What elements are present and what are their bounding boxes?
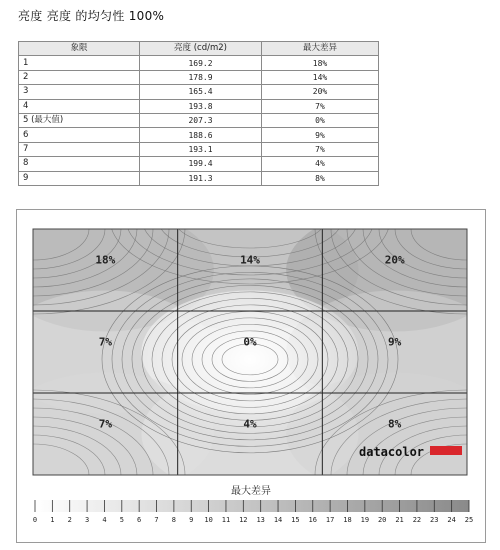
table-row xyxy=(19,56,379,70)
table-row xyxy=(19,85,379,99)
scale-tick-label: 11 xyxy=(221,516,231,524)
scale-tick-label: 3 xyxy=(84,516,90,524)
column-header: 亮度 (cd/m2) xyxy=(140,42,262,56)
scale-tick-label: 18 xyxy=(343,516,352,524)
luminance-cell: 188.6 xyxy=(140,128,262,142)
scale-tick-label: 17 xyxy=(325,516,335,524)
quadrant-cell: 7 xyxy=(19,142,140,156)
difference-cell: 8% xyxy=(262,171,379,185)
scale-bar xyxy=(35,500,469,512)
quadrant-value-label: 18% xyxy=(95,253,116,267)
difference-cell: 14% xyxy=(262,70,379,84)
scale-tick-label: 16 xyxy=(308,516,317,524)
difference-cell: 9% xyxy=(262,128,379,142)
quadrant-cell: 3 xyxy=(19,85,140,99)
scale-tick-label: 5 xyxy=(119,516,124,524)
difference-cell: 18% xyxy=(262,56,379,70)
scale-tick-label: 24 xyxy=(447,516,456,524)
heatmap-panel xyxy=(16,209,486,543)
table-header-row xyxy=(19,42,379,56)
quadrant-cell: 9 xyxy=(19,171,140,185)
uniformity-table xyxy=(18,41,379,186)
scale-tick-label: 21 xyxy=(395,516,404,524)
table-row xyxy=(19,113,379,127)
difference-cell: 0% xyxy=(262,113,379,127)
scale-tick-label: 19 xyxy=(360,516,370,524)
quadrant-value-label: 8% xyxy=(388,417,402,431)
scale-tick-label: 12 xyxy=(239,516,248,524)
scale-tick-label: 22 xyxy=(412,516,422,524)
scale-tick-label: 8 xyxy=(171,516,176,524)
table-row xyxy=(19,171,379,185)
quadrant-value-label: 9% xyxy=(388,335,402,349)
luminance-cell: 169.2 xyxy=(140,56,262,70)
quadrant-value-label: 7% xyxy=(98,417,112,431)
luminance-cell: 193.8 xyxy=(140,99,262,113)
difference-cell: 7% xyxy=(262,99,379,113)
quadrant-value-label: 0% xyxy=(243,335,257,349)
scale-tick-label: 0 xyxy=(32,516,38,524)
scale-tick-label: 10 xyxy=(204,516,213,524)
quadrant-cell: 5 (最大值) xyxy=(19,113,140,127)
table-row xyxy=(19,157,379,171)
scale-tick-label: 4 xyxy=(102,516,107,524)
scale-tick-label: 7 xyxy=(154,516,159,524)
quadrant-value-label: 14% xyxy=(240,253,260,267)
scale-tick-label: 6 xyxy=(137,516,142,524)
scale-tick-label: 25 xyxy=(464,516,474,524)
table-row xyxy=(19,128,379,142)
luminance-cell: 178.9 xyxy=(140,70,262,84)
scale-tick-label: 14 xyxy=(273,516,283,524)
quadrant-cell: 2 xyxy=(19,70,140,84)
scale-tick-label: 1 xyxy=(50,516,55,524)
scale-label: 最大差异 xyxy=(231,486,271,497)
quadrant-value-label: 20% xyxy=(384,253,405,267)
column-header: 最大差异 xyxy=(262,42,379,56)
table-row xyxy=(19,142,379,156)
scale-tick-label: 15 xyxy=(291,516,300,524)
datacolor-logo-bar xyxy=(430,446,462,455)
quadrant-value-label: 4% xyxy=(243,417,257,431)
scale-tick-label: 23 xyxy=(430,516,439,524)
difference-cell: 20% xyxy=(262,85,379,99)
luminance-cell: 191.3 xyxy=(140,171,262,185)
quadrant-cell: 1 xyxy=(19,56,140,70)
luminance-cell: 207.3 xyxy=(140,113,262,127)
scale-tick-label: 13 xyxy=(256,516,265,524)
difference-cell: 7% xyxy=(262,142,379,156)
scale-tick-label: 9 xyxy=(189,516,194,524)
page-title: 亮度 亮度 的均匀性 100% xyxy=(18,9,165,23)
luminance-cell: 165.4 xyxy=(140,85,262,99)
uniformity-heatmap xyxy=(17,210,485,542)
column-header: 象限 xyxy=(19,42,140,56)
scale-tick-label: 20 xyxy=(377,516,387,524)
table-row xyxy=(19,99,379,113)
table-row xyxy=(19,70,379,84)
datacolor-logo: datacolor xyxy=(359,445,425,459)
luminance-cell: 193.1 xyxy=(140,142,262,156)
luminance-cell: 199.4 xyxy=(140,157,262,171)
quadrant-cell: 6 xyxy=(19,128,140,142)
quadrant-value-label: 7% xyxy=(98,335,112,349)
quadrant-cell: 4 xyxy=(19,99,140,113)
scale-tick-label: 2 xyxy=(67,516,72,524)
difference-cell: 4% xyxy=(262,157,379,171)
quadrant-cell: 8 xyxy=(19,157,140,171)
